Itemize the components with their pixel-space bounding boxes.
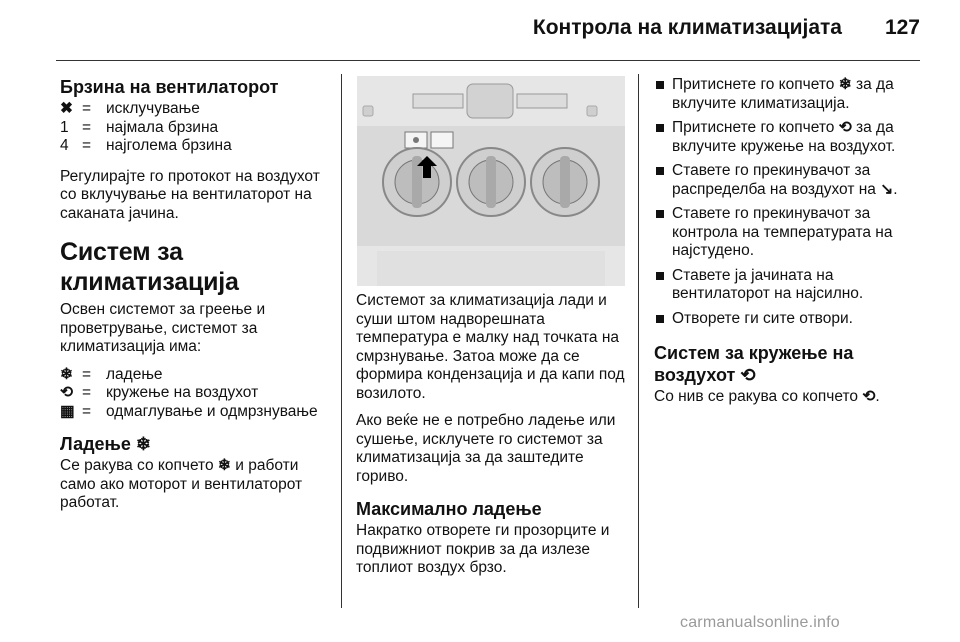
recirculation-text-body: Со нив се ракува со копчето xyxy=(654,388,859,405)
recirculation-heading xyxy=(654,342,926,386)
page-header xyxy=(0,0,960,62)
column-right xyxy=(654,76,926,416)
step-text: Притиснете го копчето xyxy=(672,119,835,136)
legend-row xyxy=(60,403,332,422)
legend-value: најмала брзина xyxy=(106,118,219,136)
list-item xyxy=(654,76,926,113)
step-text: Ставете го прекинувачот за распределба на воздухот на xyxy=(672,162,876,198)
control-panel-drawing xyxy=(357,76,625,286)
cooling-text-part-2: и работи само ако моторот и вентилаторот работат. xyxy=(60,457,303,511)
legend-value: одмаглување и одмрзнување xyxy=(106,402,318,420)
list-item xyxy=(654,267,926,304)
list-item xyxy=(654,205,926,261)
max-cooling-steps xyxy=(654,76,926,328)
ac-off-advice-text: Ако веќе не е потребно ладење или сушење, исклучете го системот за климатизација за да заштедите гориво. xyxy=(356,412,616,485)
legend-value: најголема брзина xyxy=(106,137,232,154)
step-text: Отворете ги сите отвори. xyxy=(672,309,853,327)
legend-equals: = xyxy=(82,137,92,154)
legend-equals: = xyxy=(82,384,92,401)
watermark: carmanualsonline.info xyxy=(680,614,840,631)
fan-off-icon: ✖ xyxy=(60,100,73,117)
fan-speed-text: Регулирајте го протокот на воздухот со вклучување на вентилаторот на саканата јачина. xyxy=(60,167,320,222)
defrost-icon: ▦ xyxy=(60,402,75,420)
legend-row xyxy=(60,119,332,138)
legend-key: 4 xyxy=(60,137,69,154)
legend-equals: = xyxy=(82,365,92,383)
max-cooling-text: Накратко отворете ги прозорците и подвижниот покрив за да излезе топлиот воздух брзо. xyxy=(356,522,610,576)
fan-speed-heading: Брзина на вентилаторот xyxy=(60,77,279,97)
list-item xyxy=(654,310,926,329)
legend-key: 1 xyxy=(60,118,69,136)
ac-intro-text: Освен системот за греење и проветрување, системот за климатизација има: xyxy=(60,301,266,355)
ac-system-heading: Систем за климатизација xyxy=(60,238,239,296)
legend-value: ладење xyxy=(106,365,163,383)
page-number: 127 xyxy=(884,16,920,39)
legend-equals: = xyxy=(82,402,92,420)
recirculation-icon: ⟲ xyxy=(740,365,756,385)
recirculation-heading-text: Систем за кружење на воздухот xyxy=(654,343,854,385)
air-distribution-feet-icon: ↘ xyxy=(880,180,894,198)
snowflake-icon: ❄ xyxy=(60,365,73,383)
recirculation-icon: ⟲ xyxy=(862,388,876,405)
column-divider-left xyxy=(341,74,342,608)
cooling-text-part-1: Се ракува со копчето xyxy=(60,457,214,474)
legend-row xyxy=(60,100,332,119)
legend-equals: = xyxy=(82,118,92,136)
legend-value: кружење на воздухот xyxy=(106,384,259,401)
legend-equals: = xyxy=(82,100,92,117)
cooling-text xyxy=(60,457,332,513)
snowflake-icon: ❄ xyxy=(838,76,852,93)
max-cooling-heading: Максимално ладење xyxy=(356,499,542,519)
climate-control-panel-illustration xyxy=(357,76,625,286)
recirculation-icon: ⟲ xyxy=(838,119,852,136)
list-item xyxy=(654,119,926,156)
recirculation-text xyxy=(654,388,926,407)
fan-speed-legend xyxy=(60,100,332,156)
step-text: Притиснете го копчето xyxy=(672,76,835,93)
legend-row xyxy=(60,137,332,156)
ac-legend xyxy=(60,366,332,422)
step-text: за да вклучите кружење на воздухот. xyxy=(672,119,896,155)
column-middle xyxy=(356,292,628,587)
snowflake-icon: ❄ xyxy=(135,434,151,454)
recirculation-icon: ⟲ xyxy=(60,384,73,401)
legend-row xyxy=(60,366,332,385)
legend-value: исклучување xyxy=(106,100,200,117)
legend-row xyxy=(60,384,332,403)
header-divider xyxy=(56,60,920,61)
step-text: . xyxy=(893,180,898,198)
ac-description-text: Системот за климатизација лади и суши штом надворешната температура е малку над точката на смрзнување. Затоа може да се формира кондензација и да капи под возилото. xyxy=(356,292,625,402)
page-title: Контрола на климатизацијата xyxy=(532,16,842,39)
cooling-heading xyxy=(60,433,332,455)
recirculation-text-end: . xyxy=(875,388,880,405)
step-text: Ставете го прекинувачот за контрола на температурата на најстудено. xyxy=(672,205,893,259)
column-divider-right xyxy=(638,74,639,608)
step-text: за да вклучите климатизација. xyxy=(672,76,894,112)
cooling-heading-text: Ладење xyxy=(60,434,131,454)
list-item xyxy=(654,162,926,199)
column-left xyxy=(60,76,332,522)
step-text: Ставете ја јачината на вентилаторот на најсилно. xyxy=(672,266,864,302)
snowflake-icon: ❄ xyxy=(217,457,231,474)
